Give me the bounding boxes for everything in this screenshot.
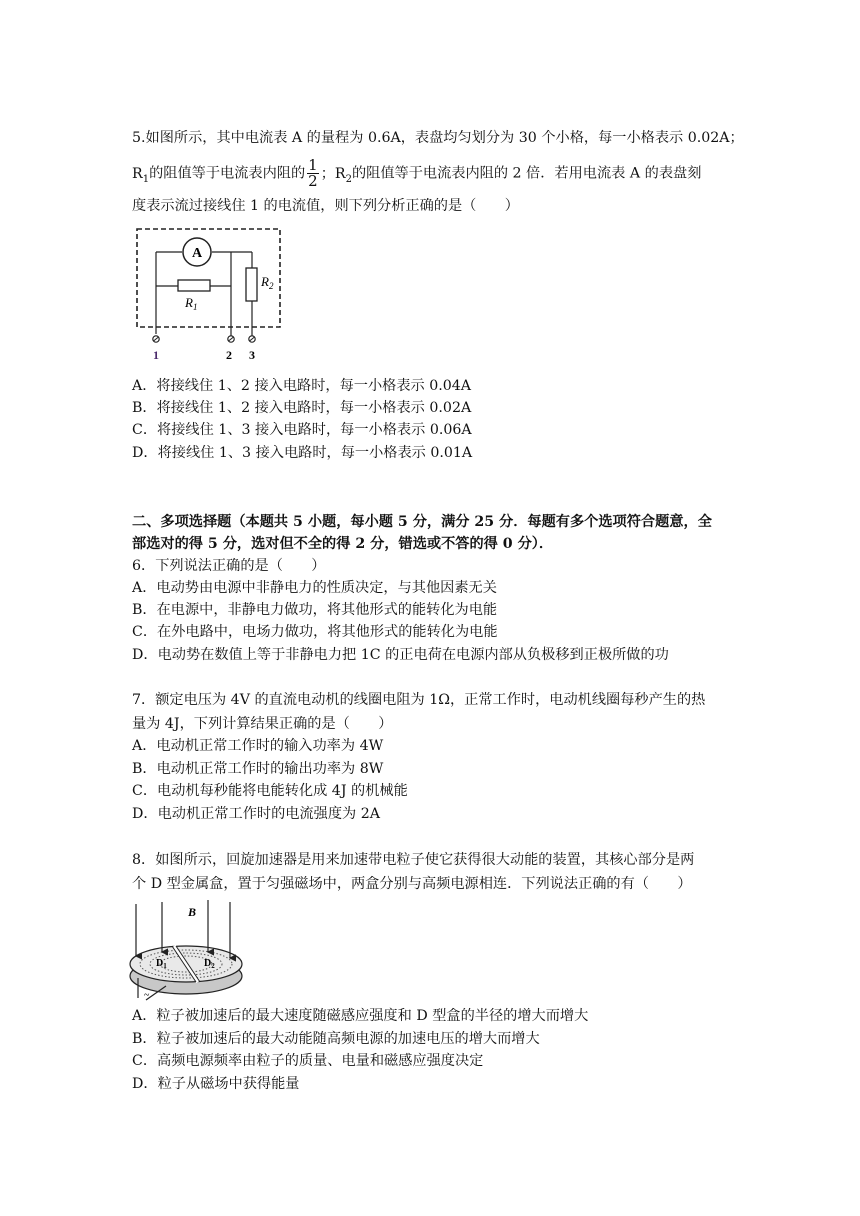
q5-option-d: D．将接线住 1、3 接入电路时，每一小格表示 0.01A xyxy=(132,445,473,461)
q6-stem: 6．下列说法正确的是（ ） xyxy=(132,558,326,574)
svg-text:~: ~ xyxy=(144,990,150,1001)
q5-stem-line-1: 5.如图所示，其中电流表 A 的量程为 0.6A，表盘均匀划分为 30 个小格，每一小格表示 0.02A； xyxy=(132,130,744,146)
q7-option-d: D．电动机正常工作时的电流强度为 2A xyxy=(132,806,380,822)
svg-text:B: B xyxy=(188,905,197,919)
q5-stem-line-3: 度表示流过接线住 1 的电流值，则下列分析正确的是（ ） xyxy=(132,198,519,214)
q5-fraction: $\frac{1}{2}$ xyxy=(308,156,318,190)
svg-text:A: A xyxy=(191,246,203,261)
svg-text:R1: $R_1$ xyxy=(185,295,198,312)
svg-text:3: 3 xyxy=(249,348,255,362)
resistor-r2-icon xyxy=(246,268,257,301)
q5-r1-symbol: $R_1$ xyxy=(132,165,150,185)
section2-heading-line-1: 二、多项选择题（本题共 5 小题，每小题 5 分，满分 25 分．每题有多个选项符合题意，全 xyxy=(132,514,712,530)
section2-heading-line-2: 部选对的得 5 分，选对但不全的得 2 分，错选或不答的得 0 分）． xyxy=(132,536,554,552)
q5-option-c: C．将接线住 1、3 接入电路时，每一小格表示 0.06A xyxy=(132,422,472,438)
q5-circuit-diagram xyxy=(130,224,290,364)
q8-option-a: A．粒子被加速后的最大速度随磁感应强度和 D 型盒的半径的增大而增大 xyxy=(132,1008,589,1024)
q6-option-c: C．在外电路中，电场力做功，将其他形式的能转化为电能 xyxy=(132,624,498,640)
q7-option-a: A．电动机正常工作时的输入功率为 4W xyxy=(132,738,384,754)
q8-option-d: D．粒子从磁场中获得能量 xyxy=(132,1076,300,1092)
q7-stem-line-2: 量为 4J，下列计算结果正确的是（ ） xyxy=(132,716,393,732)
q6-option-d: D．电动势在数值上等于非静电力把 1C 的正电荷在电源内部从负极移到正极所做的功 xyxy=(132,647,669,663)
q7-stem-line-1: 7．额定电压为 4V 的直流电动机的线圈电阻为 1Ω，正常工作时，电动机线圈每秒产生的热 xyxy=(132,692,706,708)
q5-stem-line-2 xyxy=(132,158,701,189)
svg-text:R2: $R_2$ xyxy=(261,274,274,291)
q8-cyclotron-diagram xyxy=(126,894,254,1002)
q8-stem-line-1: 8．如图所示，回旋加速器是用来加速带电粒子使它获得很大动能的装置，其核心部分是两 xyxy=(132,852,695,868)
q8-option-c: C．高频电源频率由粒子的质量、电量和磁感应强度决定 xyxy=(132,1053,484,1069)
q5-option-a: A．将接线住 1、2 接入电路时，每一小格表示 0.04A xyxy=(132,378,472,394)
q5-stem-line-2b: 的阻值等于电流表内阻的 2 倍．若用电流表 A 的表盘刻 xyxy=(351,165,702,182)
svg-text:2: 2 xyxy=(226,348,232,362)
q6-option-b: B．在电源中，非静电力做功，将其他形式的能转化为电能 xyxy=(132,602,498,618)
svg-text:1: 1 xyxy=(153,348,159,362)
q6-option-a: A．电动势由电源中非静电力的性质决定，与其他因素无关 xyxy=(132,580,497,596)
q7-option-b: B．电动机正常工作时的输出功率为 8W xyxy=(132,761,384,777)
q5-r2-symbol: ；$R_2$ xyxy=(320,165,352,185)
q5-option-b: B．将接线住 1、2 接入电路时，每一小格表示 0.02A xyxy=(132,400,472,416)
q7-option-c: C．电动机每秒能将电能转化成 4J 的机械能 xyxy=(132,783,408,799)
svg-text:D1: $D_1$ xyxy=(156,958,167,970)
q5-stem-line-2a: 的阻值等于电流表内阻的 xyxy=(149,165,306,182)
svg-text:D2: $D_2$ xyxy=(204,958,215,970)
resistor-r1-icon xyxy=(178,280,210,291)
q8-option-b: B．粒子被加速后的最大动能随高频电源的加速电压的增大而增大 xyxy=(132,1031,540,1047)
q8-stem-line-2: 个 D 型金属盒，置于匀强磁场中，两盒分别与高频电源相连．下列说法正确的有（ ） xyxy=(132,876,692,892)
